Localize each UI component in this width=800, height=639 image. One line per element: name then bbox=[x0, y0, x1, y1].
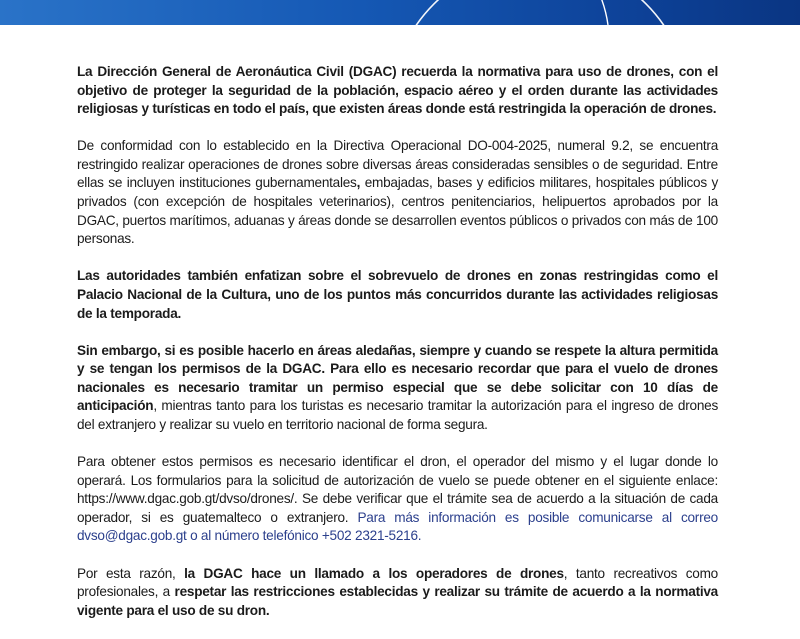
header-banner bbox=[0, 0, 800, 25]
paragraph-restricted-zones bbox=[77, 267, 718, 323]
permits-bold-text: Sin embargo, si es posible hacerlo en áreas aledañas, siempre y cuando se respete la altura permitida y se tengan los permisos de la DGAC. Para ello es necesario recordar que para el vuelo de drones nacionales es necesario tramitar un permiso especial que se debe solicitar con 10 días de anticipación bbox=[77, 342, 718, 414]
cta-bold-1: la DGAC hace un llamado a los operadores de drones bbox=[184, 565, 564, 581]
permits-text: , mientras tanto para los turistas es necesario tramitar la autorización para el ingreso de drones del extranjero y realizar su vuelo en territorio nacional de forma segura. bbox=[77, 398, 718, 432]
contact-text: Para obtener estos permisos es necesario identificar el dron, el operador del mismo y el lugar donde lo operará. Los formularios para la solicitud de autorización de vuelo se puede obtener en el siguiente enlace: https://www.dgac.gob.gt/dvso/drones/. Se debe verificar que el trámite sea de acuerdo a la situación de cada operador, si es guatemalteco o extranjero. bbox=[77, 454, 718, 525]
cta-bold-2: respetar las restricciones establecidas y realizar su trámite de acuerdo a la normativa vigente para el uso de su dron. bbox=[77, 584, 718, 618]
cta-text-2: , tanto recreativos como profesionales, a bbox=[77, 565, 718, 600]
paragraph-directive bbox=[77, 137, 718, 249]
restricted-zones-text: Las autoridades también enfatizan sobre el sobrevuelo de drones en zonas restringidas como el Palacio Nacional de la Cultura, uno de los puntos más concurridos durante las actividades religiosas de la temporada. bbox=[77, 268, 718, 321]
contact-info: Para más información es posible comunicarse al correo dvso@dgac.gob.gt o al número telefónico +502 2321-5216. bbox=[77, 509, 718, 544]
cta-text-1: Por esta razón, bbox=[77, 565, 185, 581]
directive-text-2: embajadas, bases y edificios militares, hospitales públicos y privados (con excepción de hospitales veterinarios), centros penitenciarios, helipuertos aprobados por la DGAC, puertos marítimos, aduanas y áreas donde se desarrollen eventos públicos o privados con más de 100 personas. bbox=[77, 175, 718, 247]
paragraph-contact bbox=[77, 453, 718, 546]
intro-text: La Dirección General de Aeronáutica Civil (DGAC) recuerda la normativa para uso de drones, con el objetivo de proteger la seguridad de la población, espacio aéreo y el orden durante las actividades religiosas y turísticas en todo el país, que existen áreas donde está restringida la operación de drones. bbox=[77, 64, 718, 117]
globe-arc-graphic bbox=[0, 0, 800, 25]
press-release-body bbox=[77, 63, 718, 639]
directive-comma: , bbox=[356, 175, 361, 191]
paragraph-permits bbox=[77, 342, 718, 435]
paragraph-call-to-action bbox=[77, 565, 718, 621]
paragraph-intro bbox=[77, 63, 718, 119]
directive-text-1: De conformidad con lo establecido en la Directiva Operacional DO-004-2025, numeral 9.2, se encuentra restringido realizar operaciones de drones sobre diversas áreas consideradas sensibles o de seguridad. Entre ellas se incluyen instituciones gubernamentales bbox=[77, 138, 718, 191]
